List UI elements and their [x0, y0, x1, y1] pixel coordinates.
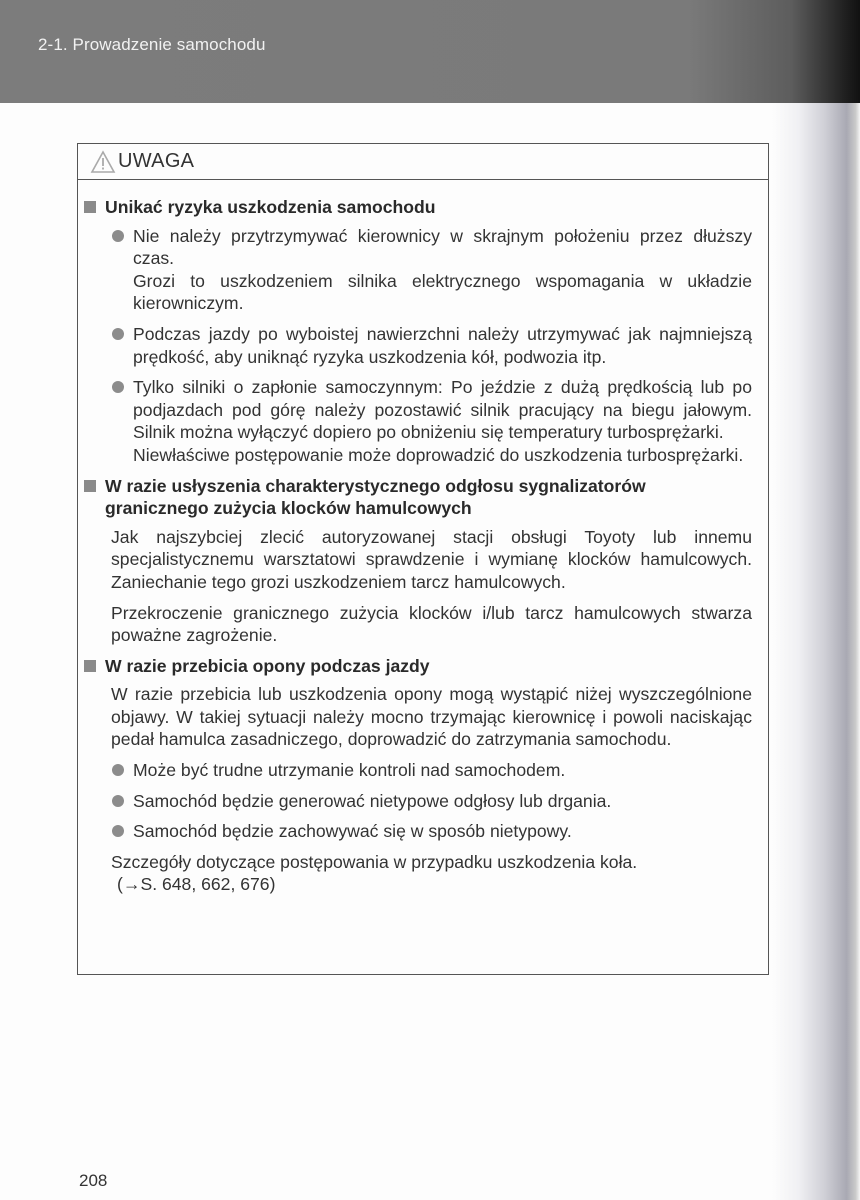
warning-title: UWAGA — [118, 150, 195, 172]
paragraph: Przekroczenie granicznego zużycia klocków i/lub tarcz hamulcowych stwarza poważne zagrożenie. — [111, 602, 752, 646]
round-bullet-icon — [112, 764, 124, 776]
section-heading — [84, 655, 752, 678]
round-bullet-icon — [112, 825, 124, 837]
square-bullet-icon — [84, 660, 96, 672]
bullet-text: Tylko silniki o zapłonie samoczynnym: Po jeździe z dużą prędkością lub po podjazdach pod górę należy pozostawić silnik pracujący na biegu jałowym. Silnik można wyłączyć dopiero po obniżeniu się temperatury turbosprężarki. — [133, 377, 752, 443]
warning-box — [77, 143, 769, 975]
round-bullet-icon — [112, 328, 124, 340]
warning-content — [78, 180, 768, 896]
list-item — [112, 376, 752, 466]
section-title: W razie usłyszenia charakterystycznego odgłosu sygnalizatorów granicznego zużycia klocków hamulcowych — [105, 475, 646, 519]
section-title: W razie przebicia opony podczas jazdy — [105, 655, 430, 676]
paragraph: W razie przebicia lub uszkodzenia opony mogą wystąpić niżej wyszczególnione objawy. W takiej sytuacji należy mocno trzymając kierownicę i powoli naciskając pedał hamulca zasadniczego, doprowadzić do zatrzymania samochodu. — [111, 684, 752, 750]
list-item — [112, 323, 752, 368]
round-bullet-icon — [112, 381, 124, 393]
page-edge-shadow — [772, 103, 860, 1200]
bullet-text: Samochód będzie zachowywać się w sposób nietypowy. — [133, 821, 572, 842]
list-item — [112, 225, 752, 315]
list-item — [112, 790, 752, 813]
outro-text: Szczegóły dotyczące postępowania w przypadku uszkodzenia koła. — [111, 851, 638, 872]
bullet-text: Nie należy przytrzymywać kierownicy w skrajnym położeniu przez dłuższy czas. — [133, 225, 752, 269]
square-bullet-icon — [84, 201, 96, 213]
page-number: 208 — [79, 1171, 108, 1190]
section-heading — [84, 475, 752, 520]
bullet-subtext: Grozi to uszkodzeniem silnika elektrycznego wspomagania w układzie kierowniczym. — [133, 270, 752, 314]
round-bullet-icon — [112, 230, 124, 242]
page-header — [0, 0, 860, 103]
bullet-subtext: Niewłaściwe postępowanie może doprowadzić do uszkodzenia turbosprężarki. — [133, 444, 744, 465]
list-item — [112, 820, 752, 843]
bullet-text: Podczas jazdy po wyboistej nawierzchni należy utrzymywać jak najmniejszą prędkość, aby uniknąć ryzyka uszkodzenia kół, podwozia itp. — [133, 323, 752, 367]
list-item — [112, 759, 752, 782]
bullet-text: Samochód będzie generować nietypowe odgłosy lub drgania. — [133, 790, 612, 811]
section-heading — [84, 196, 752, 219]
round-bullet-icon — [112, 795, 124, 807]
section-title: Unikać ryzyka uszkodzenia samochodu — [105, 197, 436, 217]
paragraph — [111, 851, 752, 896]
warning-triangle-icon — [90, 150, 116, 174]
page-reference-link[interactable]: (→S. 648, 662, 676) — [117, 874, 276, 895]
paragraph: Jak najszybciej zlecić autoryzowanej stacji obsługi Toyoty lub innemu specjalistycznemu warsztatowi sprawdzenie i wymianę klocków hamulcowych. Zaniechanie tego grozi uszkodzeniem tarcz hamulcowych. — [111, 526, 752, 592]
warning-header — [78, 144, 768, 180]
bullet-text: Może być trudne utrzymanie kontroli nad samochodem. — [133, 760, 566, 781]
square-bullet-icon — [84, 480, 96, 492]
chapter-title: 2-1. Prowadzenie samochodu — [38, 35, 266, 54]
